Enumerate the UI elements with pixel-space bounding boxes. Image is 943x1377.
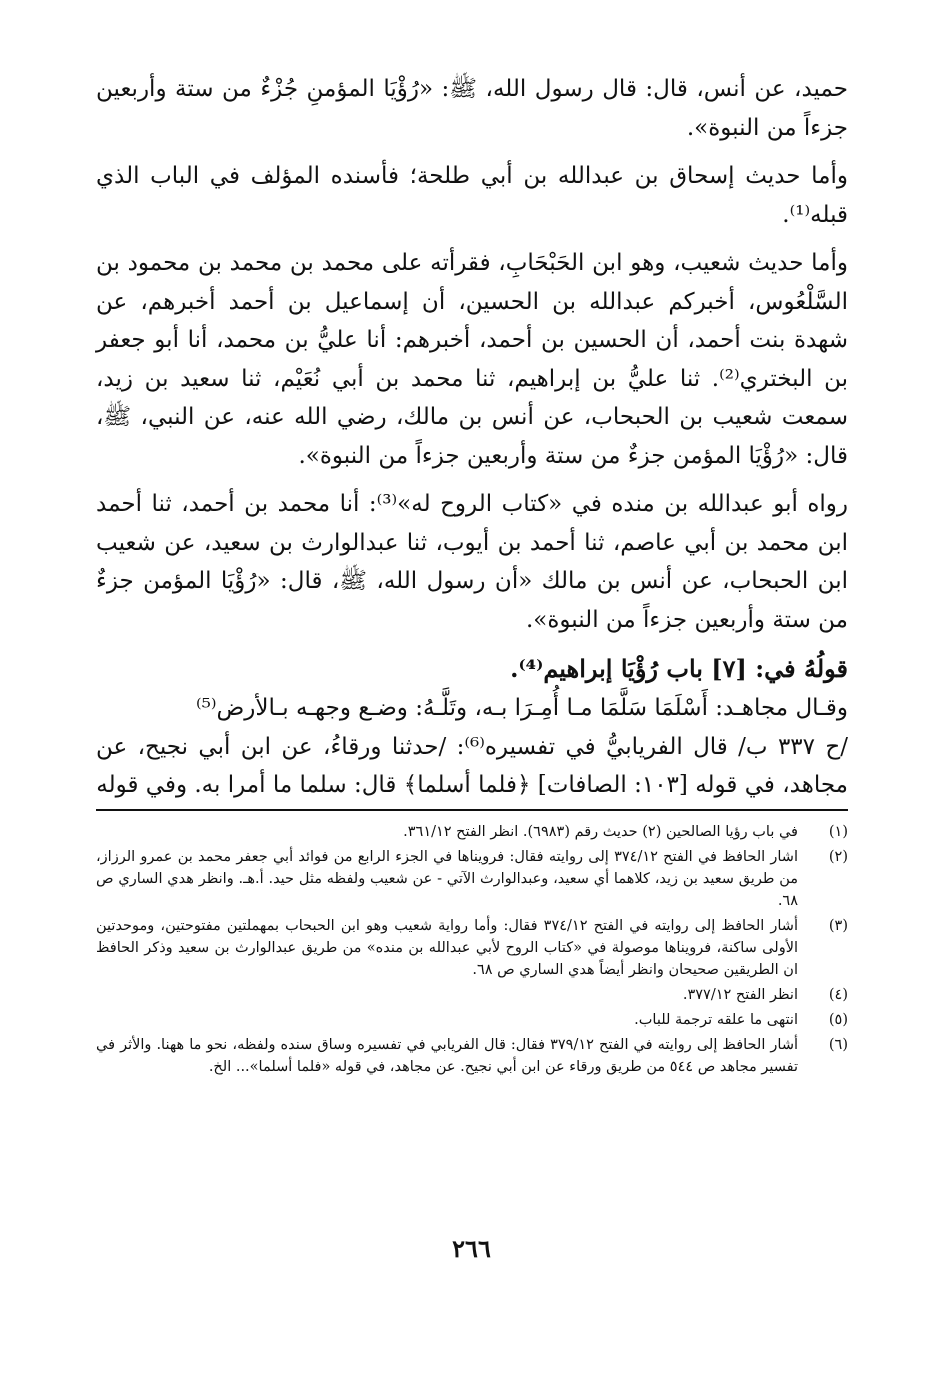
- footnote-text: انتهى ما علقه ترجمة للباب.: [634, 1011, 798, 1028]
- footnote-item: [96, 1034, 848, 1078]
- body-paragraph-2: وأما حديث إسحاق بن عبدالله بن أبي طلحة؛ فأسنده المؤلف في الباب الذي قبله⁽¹⁾.: [96, 163, 848, 228]
- footnote-number: (١): [828, 823, 848, 840]
- footnote-number: (٤): [828, 986, 848, 1003]
- footnote-item: [96, 1009, 848, 1031]
- footnote-number: (٣): [828, 917, 848, 934]
- footnote-text: في باب رؤيا الصالحين (٢) حديث رقم (٦٩٨٣). انظر الفتح ٣٦١/١٢.: [403, 823, 798, 840]
- footnote-text: اشار الحافظ في الفتح ٣٧٤/١٢ إلى روايته فقال: فرويناها في الجزء الرابع من فوائد أبي جعفر محمد بن عمرو الرزاز، من طريق سعيد بن زيد، كلاهما أي سعيد، وعبدالوارث الآتي - عن شعيب ولفظه مثل حيد. أ.هـ. وانظر هدي الساري ص ٦٨.: [96, 848, 798, 909]
- footnote-text: أشار الحافظ إلى روايته في الفتح ٣٧٤/١٢ فقال: وأما رواية شعيب وهو ابن الحبحاب بمهملتين مفتوحتين، وموحدتين الأولى ساكنة، فرويناها موصولة في «كتاب الروح لأبي عبدالله بن منده» من طريق عبدالوارث بن سعيد وذكر الحافظ ان الطريقين صحيحان وانظر أيضاً هدي الساري ص ٦٨.: [96, 917, 798, 978]
- footnote-text: انظر الفتح ٣٧٧/١٢.: [682, 986, 798, 1003]
- footnote-item: [96, 915, 848, 981]
- mujahid-line-2: /ح ٣٣٧ ب/ قال الفريابيُّ في تفسيره⁽⁶⁾: /حدثنا ورقاءُ، عن ابن أبي نجيح، عن مجاهد، في قوله [١٠٣: الصافات] ﴿فلما أسلما﴾ قال: سلما ما أمرا به. وفي قوله: [96, 733, 848, 798]
- footnote-number: (٦): [828, 1036, 848, 1053]
- footnote-number: (٥): [828, 1011, 848, 1028]
- body-paragraph-4: رواه أبو عبدالله بن منده في «كتاب الروح له»⁽³⁾: أنا محمد بن أحمد، ثنا أحمد ابن محمد بن أبي عاصم، ثنا أحمد بن أيوب، ثنا عبدالوارث بن سعيد، عن شعيب ابن الحبحاب، عن أنس بن مالك «أن رسول الله، ﷺ، قال: «رُؤْيَا المؤمن جزءٌ من ستة وأربعين جزءاً من النبوة».: [96, 491, 849, 633]
- footnote-item: [96, 984, 848, 1006]
- footnote-item: [96, 821, 848, 843]
- footnote-item: [96, 846, 848, 912]
- footnotes: [96, 821, 848, 1078]
- page-number: ٢٦٦: [452, 1234, 491, 1263]
- section-heading: قولُهُ في: [٧] باب رُؤْيَا إبراهيم⁽⁴⁾.: [510, 654, 848, 683]
- body-paragraph-3: وأما حديث شعيب، وهو ابن الحَبْحَابِ، فقرأته على محمد بن محمد بن محمود بن السَّلْعُوس، أخبركم عبدالله بن الحسين، أن إسماعيل بن أحمد أخبرهم، عن شهدة بنت أحمد، أن الحسين بن أحمد، أخبرهم: أنا عليُّ بن محمد، أنا أبو جعفر بن البختري⁽²⁾. ثنا عليُّ بن إبراهيم، ثنا محمد بن أبي نُعَيْم، ثنا سعيد بن زيد، سمعت شعيب بن الحبحاب، عن أنس بن مالك، رضي الله عنه، عن النبي، ﷺ، قال: «رُؤْيَا المؤمن جزءٌ من ستة وأربعين جزءاً من النبوة».: [96, 250, 848, 469]
- mujahid-line-1: وقـال مجاهـد: أَسْلَمَا سَلَّمَا مـا أُمِـرَا بـه، وتَلَّـهُ: وضـع وجهـه بـالأرض⁽⁵⁾: [195, 695, 848, 721]
- footnote-divider: [96, 809, 848, 811]
- footnote-number: (٢): [828, 848, 848, 865]
- body-paragraph-1: حميد، عن أنس، قال: قال رسول الله، ﷺ: «رُؤْيَا المؤمنِ جُزْءٌ من ستة وأربعين جزءاً من النبوة».: [96, 76, 848, 141]
- page-content: [96, 70, 848, 1081]
- footnote-text: أشار الحافظ إلى روايته في الفتح ٣٧٩/١٢ فقال: قال الفريابي في تفسيره وساق سنده ولفظه، نحو ما ههنا. والأثر في تفسير مجاهد ص ٥٤٤ من طريق ورقاء عن ابن أبي نجيح. عن مجاهد، في قوله «فلما أسلما»... الخ.: [96, 1036, 798, 1075]
